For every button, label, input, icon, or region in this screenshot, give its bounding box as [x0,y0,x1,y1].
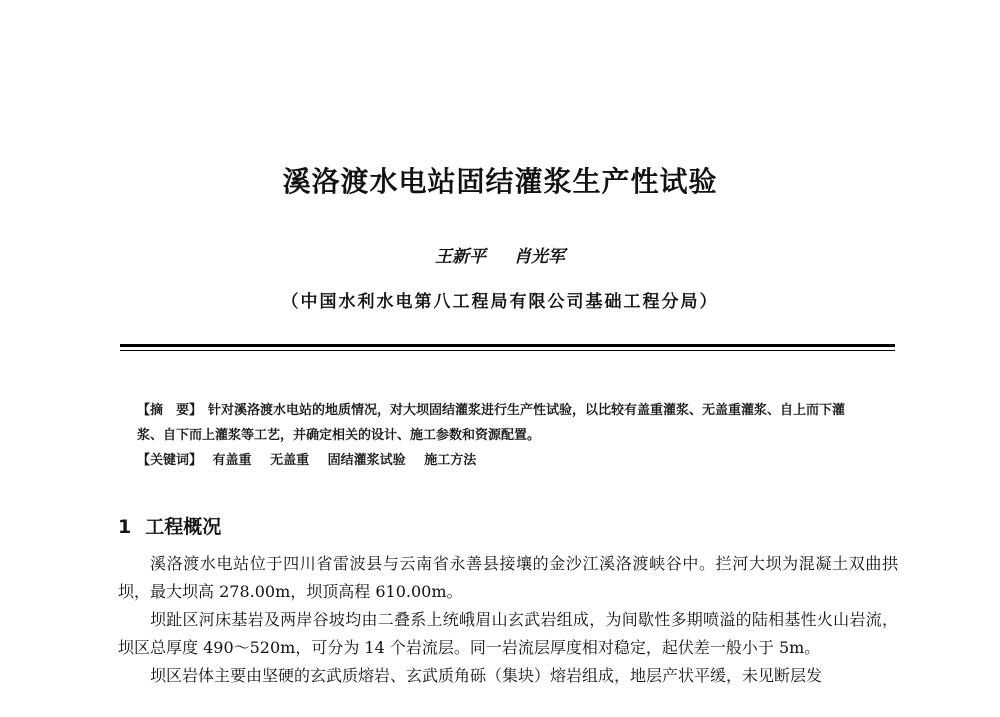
abstract-text: 针对溪洛渡水电站的地质情况，对大坝固结灌浆进行生产性试验，以比较有盖重灌浆、无盖重灌浆、自上而下灌浆、自下而上灌浆等工艺，并确定相关的设计、施工参数和资源配置。 [137,403,846,443]
keywords-label: 【关键词】 [137,453,203,468]
header-rule-thick [120,344,895,347]
body-paragraph: 坝趾区河床基岩及两岸谷坡均由二叠系上统峨眉山玄武岩组成，为间歇性多期喷溢的陆相基性火山岩流，坝区总厚度 490～520m，可分为 14 个岩流层。同一岩流层厚度相对稳定，起伏差一般小于 5m。 [118,610,898,657]
paper-title: 溪洛渡水电站固结灌浆生产性试验 [282,165,718,198]
abstract-block [137,398,867,473]
header-rule-thin [120,350,895,351]
keyword: 固结灌浆试验 [327,453,406,468]
body-paragraph: 溪洛渡水电站位于四川省雷波县与云南省永善县接壤的金沙江溪洛渡峡谷中。拦河大坝为混凝土双曲拱坝，最大坝高 278.00m，坝顶高程 610.00m。 [118,554,898,601]
paper-authors: 王新平 肖光军 [435,247,565,267]
section-number: 1 [118,516,132,538]
section-heading [118,512,221,539]
section-title: 工程概况 [145,516,222,538]
keywords-line [137,448,867,473]
keyword: 无盖重 [270,453,310,468]
keyword: 施工方法 [424,453,477,468]
paper-affiliation: （中国水利水电第八工程局有限公司基础工程分局） [281,292,719,312]
keyword: 有盖重 [212,453,252,468]
abstract-paragraph [137,398,867,448]
body-paragraph: 坝区岩体主要由坚硬的玄武质熔岩、玄武质角砾（集块）熔岩组成，地层产状平缓，未见断层发 [150,666,823,685]
abstract-label: 【摘 要】 [137,403,203,418]
section-body [118,550,898,690]
